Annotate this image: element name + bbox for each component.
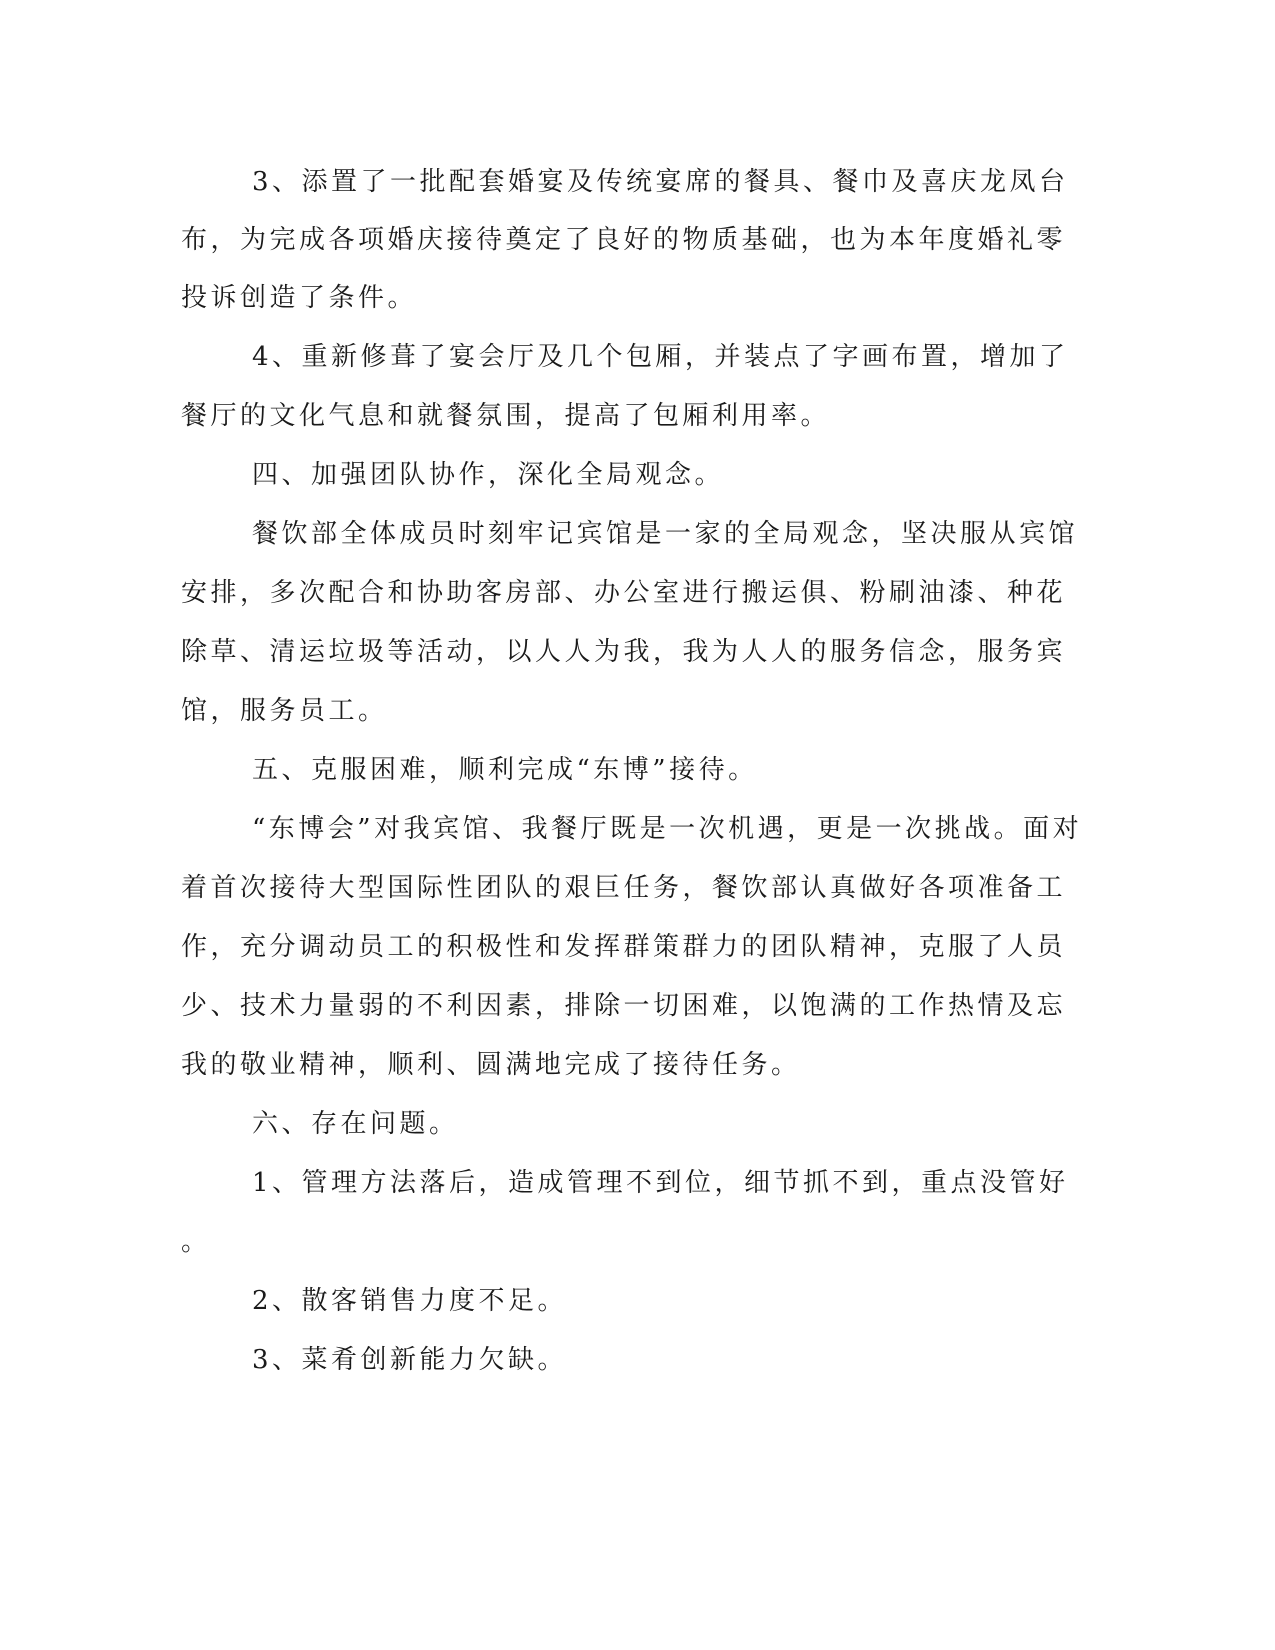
paragraph-line: 我的敬业精神，顺利、圆满地完成了接待任务。	[181, 1050, 801, 1080]
paragraph-line: 少、技术力量弱的不利因素，排除一切困难，以饱满的工作热情及忘	[181, 991, 1067, 1021]
paragraph-line: “东博会”对我宾馆、我餐厅既是一次机遇，更是一次挑战。面对	[252, 814, 1083, 844]
paragraph-line: 除草、清运垃圾等活动，以人人为我，我为人人的服务信念，服务宾	[181, 637, 1067, 667]
paragraph-line: 投诉创造了条件。	[181, 283, 418, 313]
section-heading: 五、克服困难，顺利完成“东博”接待。	[252, 755, 758, 785]
paragraph-line: 3、添置了一批配套婚宴及传统宴席的餐具、餐巾及喜庆龙凤台	[252, 167, 1069, 197]
paragraph-line: 馆，服务员工。	[181, 696, 388, 726]
paragraph-line: 着首次接待大型国际性团队的艰巨任务，餐饮部认真做好各项准备工	[181, 873, 1067, 903]
section-heading: 四、加强团队协作，深化全局观念。	[252, 460, 725, 490]
paragraph-line: 安排，多次配合和协助客房部、办公室进行搬运俱、粉刷油漆、种花	[181, 578, 1067, 608]
list-item: 2、散客销售力度不足。	[252, 1286, 568, 1316]
section-heading: 六、存在问题。	[252, 1109, 459, 1139]
paragraph-line: 餐饮部全体成员时刻牢记宾馆是一家的全局观念，坚决服从宾馆	[252, 519, 1079, 549]
paragraph-line: 作，充分调动员工的积极性和发挥群策群力的团队精神，克服了人员	[181, 932, 1067, 962]
paragraph-line: 4、重新修葺了宴会厅及几个包厢，并装点了字画布置，增加了	[252, 342, 1069, 372]
paragraph-line: 。	[181, 1227, 211, 1257]
paragraph-line: 餐厅的文化气息和就餐氛围，提高了包厢利用率。	[181, 401, 831, 431]
list-item: 1、管理方法落后，造成管理不到位，细节抓不到，重点没管好	[252, 1168, 1069, 1198]
list-item: 3、菜肴创新能力欠缺。	[252, 1345, 568, 1375]
paragraph-line: 布，为完成各项婚庆接待奠定了良好的物质基础，也为本年度婚礼零	[181, 225, 1067, 255]
